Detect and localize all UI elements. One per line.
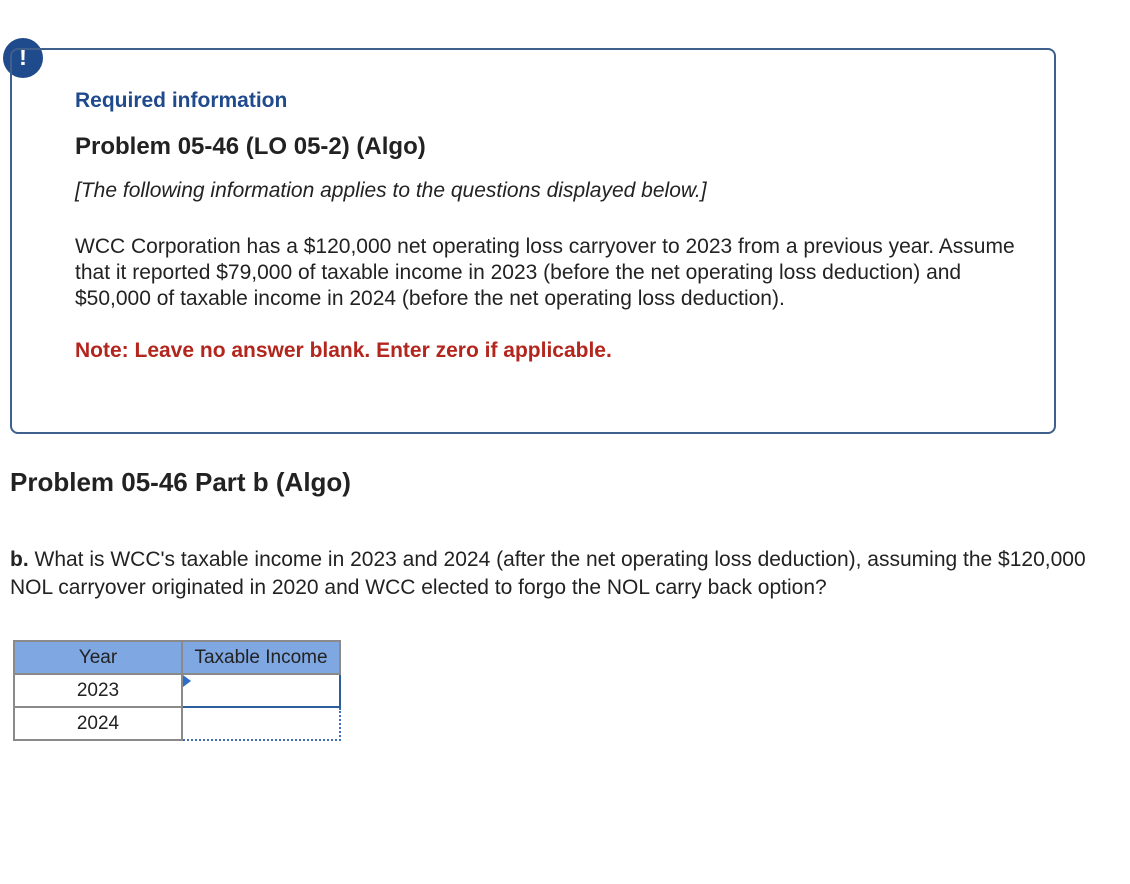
taxable-income-2023-input[interactable] xyxy=(183,675,339,706)
taxable-income-2024-input[interactable] xyxy=(183,708,339,739)
applies-note: [The following information applies to the questions displayed below.] xyxy=(75,179,707,202)
scenario-text: WCC Corporation has a $120,000 net operating loss carryover to 2023 from a previous year. Assume that it reported $79,000 of taxable income in 2023 (before the net operating loss deduction) and $50,000 of taxable income in 2024 (before the net operating loss deduction). xyxy=(75,235,1015,310)
active-cell-marker-icon xyxy=(183,675,191,687)
year-cell: 2024 xyxy=(14,707,182,740)
required-information-label: Required information xyxy=(75,89,288,112)
header-taxable-income: Taxable Income xyxy=(182,641,340,674)
table-row xyxy=(14,707,340,740)
year-cell: 2023 xyxy=(14,674,182,707)
answer-table xyxy=(13,640,341,741)
question-text xyxy=(10,546,1120,602)
part-title: Problem 05-46 Part b (Algo) xyxy=(10,467,351,497)
problem-title: Problem 05-46 (LO 05-2) (Algo) xyxy=(75,133,426,160)
answer-note: Note: Leave no answer blank. Enter zero if applicable. xyxy=(75,339,612,362)
header-year: Year xyxy=(14,641,182,674)
question-body: What is WCC's taxable income in 2023 and 2024 (after the net operating loss deduction), assuming the $120,000 NOL carryover originated in 2020 and WCC elected to forgo the NOL carry back option? xyxy=(10,548,1086,599)
alert-icon: ! xyxy=(3,38,43,78)
question-label: b. xyxy=(10,548,29,571)
taxable-income-2023-cell[interactable] xyxy=(182,674,340,707)
table-row xyxy=(14,674,340,707)
table-header-row xyxy=(14,641,340,674)
taxable-income-2024-cell[interactable] xyxy=(182,707,340,740)
